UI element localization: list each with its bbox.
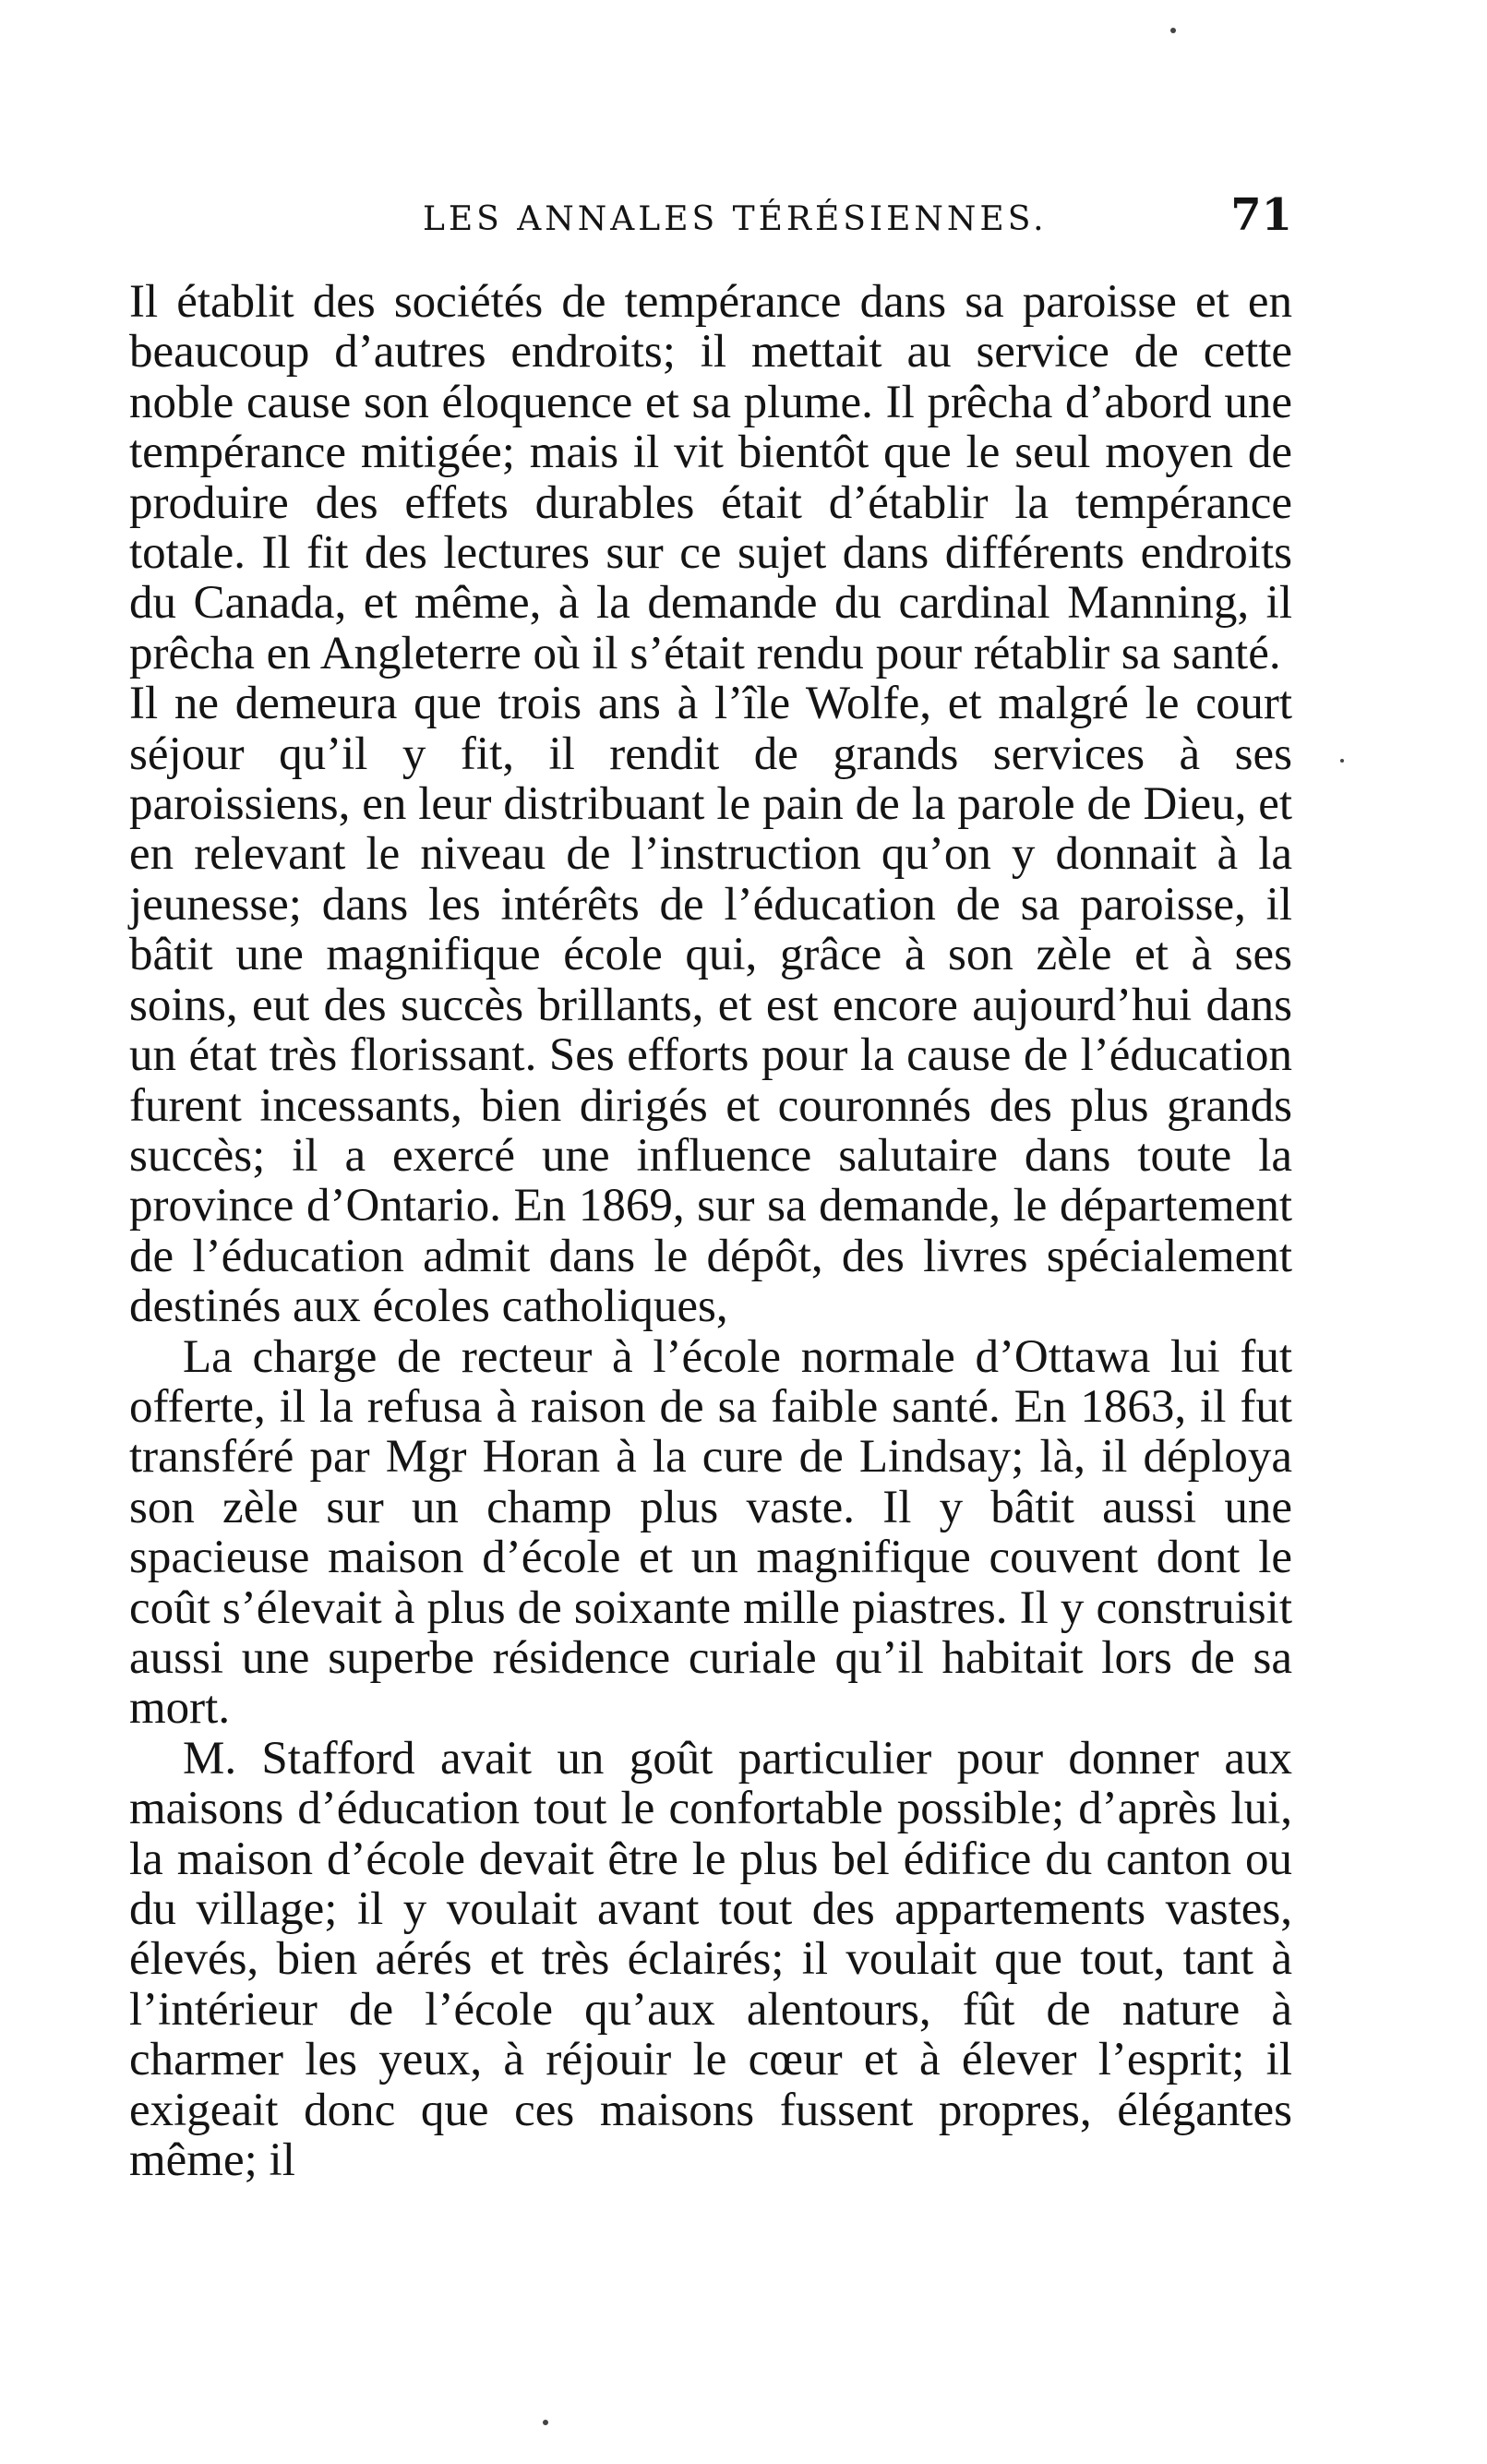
running-head bbox=[129, 189, 1292, 245]
paragraph-ile-wolfe: Il ne demeura que trois ans à l’île Wolfe, et malgré le court séjour qu’il y fit, il rendit de grands services à ses paroissiens, en leur distribuant le pain de la parole de Dieu, et en relevant le niveau de l’instruction qu’on y donnait à la jeunesse; dans les intérêts de l’éducation de sa paroisse, il bâtit une magnifique école qui, grâce à son zèle et à ses soins, eut des succès brillants, et est encore aujourd’hui dans un état très florissant. Ses efforts pour la cause de l’éducation furent incessants, bien dirigés et couronnés des plus grands succès; il a exercé une influence salutaire dans toute la province d’Ontario. En 1869, sur sa demande, le département de l’éducation admit dans le dépôt, des livres spécialement destinés aux écoles catholiques, bbox=[129, 678, 1292, 1333]
running-title: LES ANNALES TÉRÉSIENNES. bbox=[423, 200, 1048, 238]
paper-speck bbox=[1340, 759, 1344, 763]
paragraph-temperance: Il établit des sociétés de tempérance dans sa paroisse et en beaucoup d’autres endroits; il mettait au service de cette noble cause son éloquence et sa plume. Il prêcha d’abord une tempérance mitigée; mais il vit bientôt que le seul moyen de produire des effets durables était d’établir la tempérance totale. Il fit des lectures sur ce sujet dans différents endroits du Canada, et même, à la demande du cardinal Manning, il prêcha en Angleterre où il s’était rendu pour rétablir sa santé. bbox=[129, 276, 1292, 679]
paragraph-education-buildings: M. Stafford avait un goût particulier pour donner aux maisons d’éducation tout le confortable possible; d’après lui, la maison d’école devait être le plus bel édifice du canton ou du village; il y voulait avant tout des appartements vastes, élevés, bien aérés et très éclairés; il voulait que tout, tant à l’intérieur de l’école qu’aux alentours, fût de nature à charmer les yeux, à réjouir le cœur et à élever l’esprit; il exigeait donc que ces maisons fussent propres, élégantes même; il bbox=[129, 1732, 1292, 2187]
body-text bbox=[129, 277, 1292, 2185]
paragraph-lindsay: La charge de recteur à l’école normale d’Ottawa lui fut offerte, il la refusa à raison de sa faible santé. En 1863, il fut transféré par Mgr Horan à la cure de Lindsay; là, il déploya son zèle sur un champ plus vaste. Il y bâtit aussi une spacieuse maison d’école et un magnifique couvent dont le coût s’élevait à plus de soixante mille piastres. Il y construisit aussi une superbe résidence curiale qu’il habitait lors de sa mort. bbox=[129, 1330, 1292, 1735]
page-number: 71 bbox=[1230, 189, 1292, 241]
paper-speck bbox=[543, 2420, 548, 2425]
paper-speck bbox=[1170, 28, 1176, 33]
